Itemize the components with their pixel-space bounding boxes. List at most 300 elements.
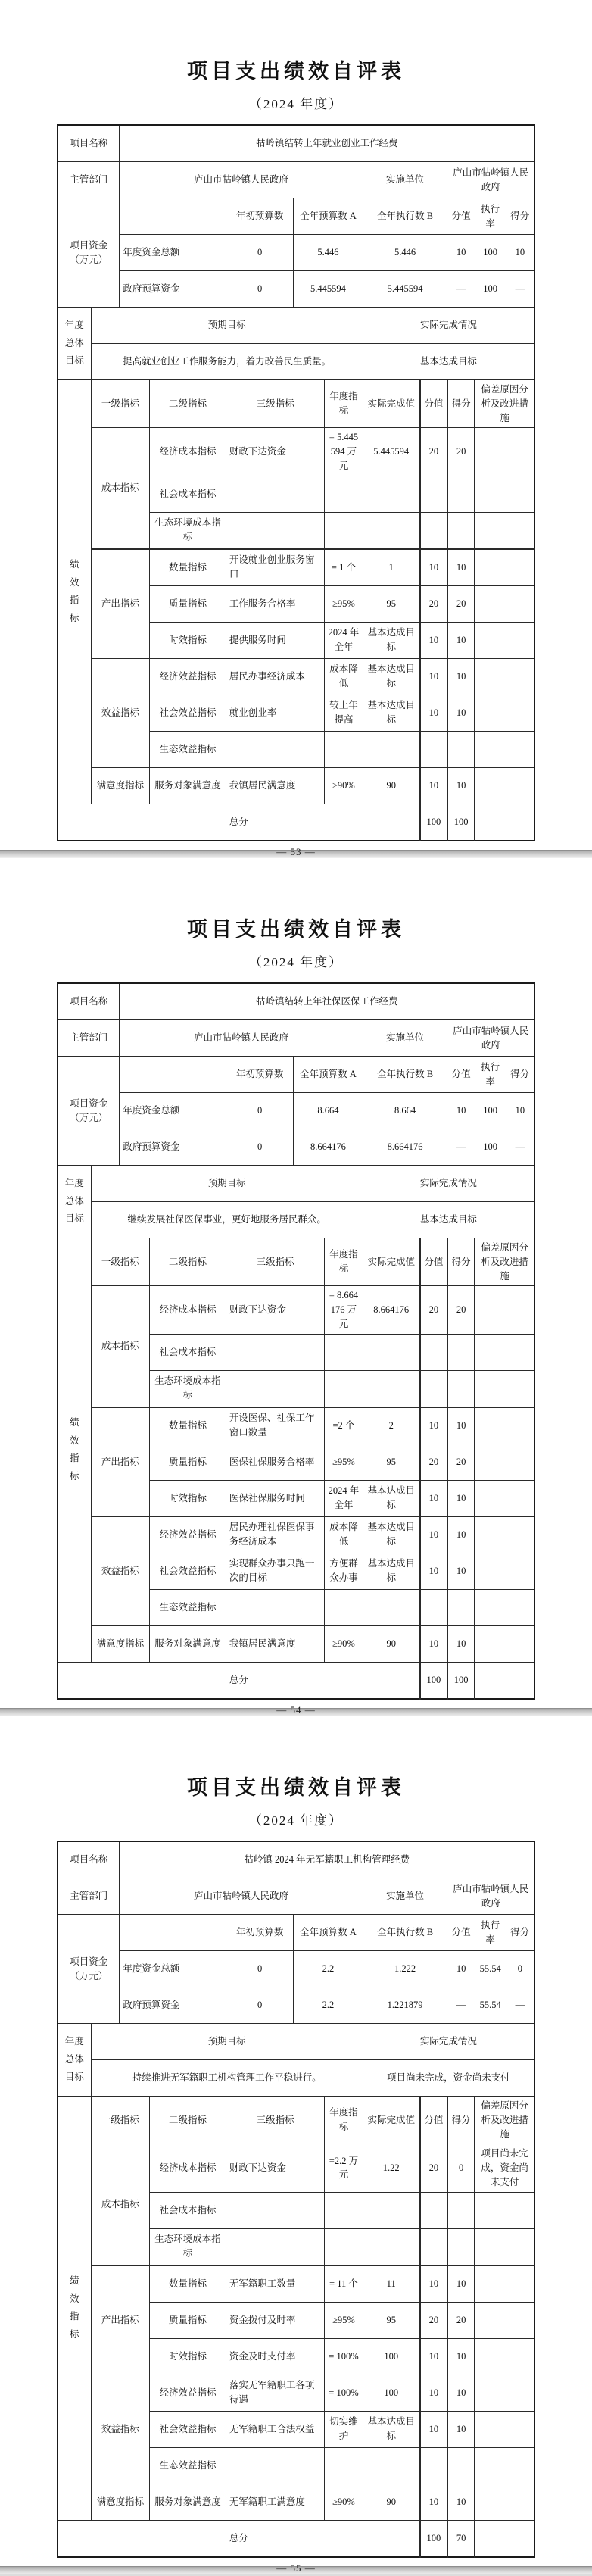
funding-value: 10 <box>506 235 534 271</box>
indicator-col-header-annual-target: 年度指标 <box>325 380 363 428</box>
funding-value: — <box>506 271 534 308</box>
implementing-unit-value: 庐山市牯岭镇人民政府 <box>447 1020 534 1057</box>
level3-cell: 就业创业率 <box>226 695 324 731</box>
points-cell: 10 <box>420 695 447 731</box>
overall-goal-header-row <box>58 308 534 344</box>
level2-cell: 数量指标 <box>150 1407 226 1444</box>
funding-value: — <box>506 1129 534 1166</box>
level3-cell <box>226 1334 324 1370</box>
funding-value: 0 <box>226 1129 293 1166</box>
level3-cell <box>226 731 324 767</box>
funding-col-header-points: 分值 <box>447 1057 475 1093</box>
points-cell: 10 <box>420 2484 447 2520</box>
points-cell: 20 <box>420 2302 447 2338</box>
funding-value: 1.222 <box>363 1951 447 1987</box>
funding-value: 100 <box>475 1093 506 1129</box>
funding-header-row <box>58 198 534 235</box>
level2-cell: 生态环境成本指标 <box>150 2228 226 2265</box>
actual-cell <box>363 512 420 549</box>
target-cell <box>325 512 363 549</box>
funding-col-header-points: 分值 <box>447 1915 475 1951</box>
level2-cell: 质量指标 <box>150 585 226 622</box>
funding-value: 5.446 <box>294 235 363 271</box>
actual-cell <box>363 2192 420 2228</box>
level3-cell <box>226 512 324 549</box>
annual-overall-goal-label-text: 年度总体目标 <box>64 2035 84 2083</box>
target-cell: 切实维护 <box>325 2411 363 2447</box>
total-points-value: 100 <box>420 2520 447 2557</box>
funding-row-annual-total <box>58 1951 534 1987</box>
actual-cell: 5.445594 <box>363 428 420 476</box>
page-number: — 54 — <box>276 1703 316 1716</box>
level2-cell: 服务对象满意度 <box>150 1625 226 1662</box>
actual-cell: 基本达成目标 <box>363 622 420 658</box>
level3-cell: 居民办事经济成本 <box>226 658 324 695</box>
performance-indicators-label <box>58 1238 91 1663</box>
level2-cell: 生态效益指标 <box>150 2447 226 2484</box>
funding-value: — <box>506 1987 534 2024</box>
indicator-header-row <box>58 380 534 428</box>
target-cell: 2024 年全年 <box>325 622 363 658</box>
funding-value: 10 <box>506 1093 534 1129</box>
target-cell: =2.2 万元 <box>325 2144 363 2192</box>
score-cell: 10 <box>447 2375 475 2411</box>
target-cell: ≥95% <box>325 2302 363 2338</box>
points-cell <box>420 2192 447 2228</box>
points-cell <box>420 512 447 549</box>
points-cell: 10 <box>420 2265 447 2303</box>
actual-cell: 95 <box>363 1444 420 1480</box>
funding-value: 55.54 <box>475 1951 506 1987</box>
indicator-col-header-deviation: 偏差原因分析及改进措施 <box>475 380 534 428</box>
points-cell: 20 <box>420 2144 447 2192</box>
funding-value: 2.2 <box>294 1987 363 2024</box>
total-score-row <box>58 2520 534 2557</box>
points-cell: 10 <box>420 622 447 658</box>
indicator-row-benefit-economic <box>58 658 534 695</box>
deviation-cell <box>475 695 534 731</box>
score-cell <box>447 731 475 767</box>
level3-cell <box>226 2192 324 2228</box>
points-cell: 10 <box>420 549 447 586</box>
target-cell: = 8.664176 万元 <box>325 1286 363 1334</box>
indicator-col-header-points: 分值 <box>420 380 447 428</box>
score-cell <box>447 512 475 549</box>
target-cell: = 1 个 <box>325 549 363 586</box>
actual-completion-label: 实际完成情况 <box>363 2024 534 2060</box>
level3-cell: 无军籍职工数量 <box>226 2265 324 2303</box>
report-page <box>0 1716 592 2574</box>
department-value: 庐山市牯岭镇人民政府 <box>120 1878 363 1915</box>
level2-cell: 社会成本指标 <box>150 2192 226 2228</box>
points-cell: 20 <box>420 1286 447 1334</box>
expected-goal-value: 提高就业创业工作服务能力，着力改善民生质量。 <box>91 344 363 380</box>
score-cell: 20 <box>447 585 475 622</box>
project-name-value: 牯岭镇结转上年就业创业工作经费 <box>120 125 534 162</box>
indicator-col-header-level3: 三级指标 <box>226 1238 324 1286</box>
target-cell <box>325 476 363 512</box>
actual-cell <box>363 2228 420 2265</box>
score-cell: 20 <box>447 428 475 476</box>
points-cell: 20 <box>420 585 447 622</box>
deviation-cell <box>475 549 534 586</box>
funding-value: 10 <box>447 1951 475 1987</box>
deviation-cell <box>475 767 534 804</box>
funding-col-header-execution-rate: 执行率 <box>475 1915 506 1951</box>
level2-cell: 经济成本指标 <box>150 2144 226 2192</box>
actual-cell: 90 <box>363 2484 420 2520</box>
deviation-cell <box>475 1589 534 1625</box>
department-row <box>58 162 534 198</box>
deviation-cell <box>475 1553 534 1589</box>
level1-satisfaction-label: 满意度指标 <box>91 2484 149 2520</box>
implementing-unit-value: 庐山市牯岭镇人民政府 <box>447 162 534 198</box>
score-cell: 10 <box>447 2265 475 2303</box>
level3-cell: 开设医保、社保工作窗口数量 <box>226 1407 324 1444</box>
funding-value: 8.664176 <box>363 1129 447 1166</box>
indicator-row-benefit-economic <box>58 2375 534 2411</box>
indicator-col-header-score: 得分 <box>447 380 475 428</box>
actual-cell: 95 <box>363 2302 420 2338</box>
level3-cell: 我镇居民满意度 <box>226 767 324 804</box>
funding-value: 0 <box>226 1093 293 1129</box>
actual-cell <box>363 1589 420 1625</box>
funding-row-government-budget <box>58 1129 534 1166</box>
actual-cell: 8.664176 <box>363 1286 420 1334</box>
project-funding-label: 项目资金（万元） <box>58 1915 120 2024</box>
funding-value: 0 <box>226 271 293 308</box>
funding-blank-cell <box>120 1915 226 1951</box>
level3-cell <box>226 476 324 512</box>
deviation-cell <box>475 428 534 476</box>
funding-row-name: 政府预算资金 <box>120 271 226 308</box>
target-cell: 成本降低 <box>325 658 363 695</box>
deviation-cell <box>475 2484 534 2520</box>
funding-col-header-score: 得分 <box>506 198 534 235</box>
indicator-col-header-score: 得分 <box>447 1238 475 1286</box>
indicator-row-cost-economic <box>58 428 534 476</box>
score-cell: 10 <box>447 1625 475 1662</box>
score-cell: 10 <box>447 767 475 804</box>
deviation-cell <box>475 1625 534 1662</box>
total-deviation-blank <box>475 2520 534 2557</box>
total-score-label: 总分 <box>58 804 420 841</box>
deviation-cell <box>475 2192 534 2228</box>
level3-cell: 工作服务合格率 <box>226 585 324 622</box>
score-cell: 10 <box>447 549 475 586</box>
level1-cost-label: 成本指标 <box>91 428 149 549</box>
funding-row-government-budget <box>58 1987 534 2024</box>
level3-cell: 医保社保服务时间 <box>226 1480 324 1516</box>
funding-row-name: 政府预算资金 <box>120 1129 226 1166</box>
annual-overall-goal-label <box>58 1166 91 1238</box>
level2-cell: 质量指标 <box>150 2302 226 2338</box>
level3-cell: 无军籍职工满意度 <box>226 2484 324 2520</box>
actual-cell: 100 <box>363 2375 420 2411</box>
self-evaluation-table <box>57 1841 535 2558</box>
funding-row-name: 政府预算资金 <box>120 1987 226 2024</box>
report-page <box>0 0 592 857</box>
funding-value: 0 <box>506 1951 534 1987</box>
deviation-cell <box>475 1516 534 1553</box>
level2-cell: 社会成本指标 <box>150 476 226 512</box>
overall-goal-header-row <box>58 2024 534 2060</box>
target-cell <box>325 1589 363 1625</box>
actual-cell: 基本达成目标 <box>363 1480 420 1516</box>
level2-cell: 服务对象满意度 <box>150 767 226 804</box>
deviation-cell <box>475 2411 534 2447</box>
actual-cell <box>363 1334 420 1370</box>
funding-blank-cell <box>120 1057 226 1093</box>
target-cell: 较上年提高 <box>325 695 363 731</box>
level3-cell: 提供服务时间 <box>226 622 324 658</box>
funding-value: 0 <box>226 1987 293 2024</box>
actual-cell <box>363 1370 420 1407</box>
score-cell <box>447 2192 475 2228</box>
indicator-col-header-deviation: 偏差原因分析及改进措施 <box>475 2097 534 2144</box>
total-deviation-blank <box>475 804 534 841</box>
score-cell <box>447 1370 475 1407</box>
points-cell <box>420 731 447 767</box>
deviation-cell <box>475 2265 534 2303</box>
score-cell: 10 <box>447 2338 475 2375</box>
score-cell: 20 <box>447 1444 475 1480</box>
funding-value: 100 <box>475 235 506 271</box>
expected-goal-label: 预期目标 <box>91 308 363 344</box>
level3-cell: 财政下达资金 <box>226 428 324 476</box>
funding-row-annual-total <box>58 235 534 271</box>
level2-cell: 生态效益指标 <box>150 1589 226 1625</box>
funding-col-header-annual-budget: 全年预算数 A <box>294 1915 363 1951</box>
level2-cell: 社会效益指标 <box>150 1553 226 1589</box>
department-label: 主管部门 <box>58 162 120 198</box>
level2-cell: 社会成本指标 <box>150 1334 226 1370</box>
report-year-subtitle: （2024 年度） <box>248 1813 344 1828</box>
score-cell <box>447 1334 475 1370</box>
actual-cell <box>363 2447 420 2484</box>
expected-goal-label: 预期目标 <box>91 2024 363 2060</box>
points-cell: 10 <box>420 2411 447 2447</box>
indicator-header-row <box>58 1238 534 1286</box>
level3-cell: 我镇居民满意度 <box>226 1625 324 1662</box>
indicator-col-header-deviation: 偏差原因分析及改进措施 <box>475 1238 534 1286</box>
score-cell: 10 <box>447 695 475 731</box>
score-cell: 10 <box>447 1480 475 1516</box>
level2-cell: 质量指标 <box>150 1444 226 1480</box>
page-number: — 55 — <box>276 2562 316 2574</box>
level3-cell: 居民办理社保医保事务经济成本 <box>226 1516 324 1553</box>
funding-row-government-budget <box>58 271 534 308</box>
report-title: 项目支出绩效自评表 <box>187 1776 405 1799</box>
funding-value: 5.445594 <box>363 271 447 308</box>
annual-overall-goal-label-text: 年度总体目标 <box>64 319 84 367</box>
funding-value: 5.445594 <box>294 271 363 308</box>
target-cell <box>325 1370 363 1407</box>
level3-cell: 开设就业创业服务窗口 <box>226 549 324 586</box>
target-cell <box>325 2447 363 2484</box>
total-points-value: 100 <box>420 804 447 841</box>
level2-cell: 生态环境成本指标 <box>150 1370 226 1407</box>
indicator-row-satisfaction <box>58 767 534 804</box>
performance-indicators-label <box>58 380 91 804</box>
implementing-unit-label: 实施单位 <box>363 1020 447 1057</box>
points-cell: 10 <box>420 1480 447 1516</box>
deviation-cell <box>475 2228 534 2265</box>
level3-cell <box>226 1589 324 1625</box>
score-cell: 10 <box>447 1516 475 1553</box>
indicator-col-header-actual: 实际完成值 <box>363 1238 420 1286</box>
points-cell <box>420 2228 447 2265</box>
expected-goal-value: 持续推进无军籍职工机构管理工作平稳进行。 <box>91 2060 363 2097</box>
score-cell: 10 <box>447 658 475 695</box>
overall-goal-value-row <box>58 344 534 380</box>
self-evaluation-table <box>57 124 535 841</box>
indicator-col-header-points: 分值 <box>420 1238 447 1286</box>
actual-cell: 1.22 <box>363 2144 420 2192</box>
funding-col-header-initial-budget: 年初预算数 <box>226 1915 293 1951</box>
points-cell: 20 <box>420 428 447 476</box>
score-cell: 10 <box>447 1407 475 1444</box>
performance-indicators-label-text: 绩效指标 <box>70 558 79 623</box>
indicator-row-satisfaction <box>58 1625 534 1662</box>
actual-cell: 1 <box>363 549 420 586</box>
level2-cell: 生态环境成本指标 <box>150 512 226 549</box>
target-cell: ≥95% <box>325 1444 363 1480</box>
score-cell <box>447 476 475 512</box>
project-name-row <box>58 1841 534 1878</box>
deviation-cell <box>475 1444 534 1480</box>
annual-overall-goal-label <box>58 2024 91 2097</box>
deviation-cell <box>475 1480 534 1516</box>
funding-value: 55.54 <box>475 1987 506 2024</box>
points-cell: 10 <box>420 1407 447 1444</box>
level3-cell: 实现群众办事只跑一次的目标 <box>226 1553 324 1589</box>
actual-cell: 基本达成目标 <box>363 695 420 731</box>
indicator-col-header-actual: 实际完成值 <box>363 2097 420 2144</box>
points-cell: 10 <box>420 1625 447 1662</box>
funding-col-header-initial-budget: 年初预算数 <box>226 198 293 235</box>
report-title: 项目支出绩效自评表 <box>187 918 405 941</box>
report-year-subtitle: （2024 年度） <box>248 955 344 970</box>
actual-cell: 2 <box>363 1407 420 1444</box>
target-cell <box>325 731 363 767</box>
deviation-cell <box>475 658 534 695</box>
level3-cell <box>226 2447 324 2484</box>
funding-value: 100 <box>475 1129 506 1166</box>
total-score-value: 100 <box>447 1662 475 1699</box>
target-cell <box>325 2228 363 2265</box>
funding-value: 10 <box>447 1093 475 1129</box>
actual-completion-value: 基本达成目标 <box>363 1202 534 1238</box>
funding-value: 10 <box>447 235 475 271</box>
deviation-cell <box>475 585 534 622</box>
level2-cell: 数量指标 <box>150 2265 226 2303</box>
project-name-value: 牯岭镇结转上年社保医保工作经费 <box>120 983 534 1020</box>
total-score-value: 100 <box>447 804 475 841</box>
indicator-row-cost-economic <box>58 1286 534 1334</box>
level1-cost-label: 成本指标 <box>91 1286 149 1407</box>
level1-output-label: 产出指标 <box>91 1407 149 1517</box>
funding-value: 8.664 <box>363 1093 447 1129</box>
funding-value: — <box>447 271 475 308</box>
funding-row-name: 年度资金总额 <box>120 1951 226 1987</box>
project-name-row <box>58 983 534 1020</box>
target-cell <box>325 1334 363 1370</box>
score-cell <box>447 2447 475 2484</box>
target-cell: 成本降低 <box>325 1516 363 1553</box>
target-cell: 2024 年全年 <box>325 1480 363 1516</box>
level2-cell: 时效指标 <box>150 2338 226 2375</box>
indicator-col-header-actual: 实际完成值 <box>363 380 420 428</box>
implementing-unit-label: 实施单位 <box>363 162 447 198</box>
funding-blank-cell <box>120 198 226 235</box>
actual-cell: 基本达成目标 <box>363 658 420 695</box>
project-name-value: 牯岭镇 2024 年无军籍职工机构管理经费 <box>120 1841 534 1878</box>
deviation-cell <box>475 1286 534 1334</box>
points-cell <box>420 1370 447 1407</box>
score-cell: 20 <box>447 2302 475 2338</box>
deviation-cell <box>475 2447 534 2484</box>
actual-cell <box>363 731 420 767</box>
actual-completion-label: 实际完成情况 <box>363 308 534 344</box>
level3-cell: 无军籍职工合法权益 <box>226 2411 324 2447</box>
funding-header-row <box>58 1057 534 1093</box>
deviation-cell <box>475 1370 534 1407</box>
level2-cell: 时效指标 <box>150 1480 226 1516</box>
total-score-label: 总分 <box>58 1662 420 1699</box>
annual-overall-goal-label <box>58 308 91 380</box>
department-row <box>58 1878 534 1915</box>
indicator-header-row <box>58 2097 534 2144</box>
actual-cell: 90 <box>363 1625 420 1662</box>
actual-cell: 基本达成目标 <box>363 1553 420 1589</box>
project-name-label: 项目名称 <box>58 1841 120 1878</box>
level1-benefit-label: 效益指标 <box>91 658 149 767</box>
level3-cell <box>226 2228 324 2265</box>
project-name-label: 项目名称 <box>58 125 120 162</box>
expected-goal-label: 预期目标 <box>91 1166 363 1202</box>
actual-completion-value: 项目尚未完成，资金尚未支付 <box>363 2060 534 2097</box>
level1-satisfaction-label: 满意度指标 <box>91 1625 149 1662</box>
funding-col-header-execution-rate: 执行率 <box>475 1057 506 1093</box>
total-score-value: 70 <box>447 2520 475 2557</box>
target-cell: ≥95% <box>325 585 363 622</box>
points-cell <box>420 1334 447 1370</box>
points-cell <box>420 2447 447 2484</box>
funding-value: 5.446 <box>363 235 447 271</box>
department-row <box>58 1020 534 1057</box>
self-evaluation-table <box>57 982 535 1700</box>
implementing-unit-label: 实施单位 <box>363 1878 447 1915</box>
overall-goal-header-row <box>58 1166 534 1202</box>
total-deviation-blank <box>475 1662 534 1699</box>
indicator-col-header-annual-target: 年度指标 <box>325 2097 363 2144</box>
level2-cell: 社会效益指标 <box>150 695 226 731</box>
level3-cell: 医保社保服务合格率 <box>226 1444 324 1480</box>
total-score-row <box>58 804 534 841</box>
project-name-label: 项目名称 <box>58 983 120 1020</box>
level1-benefit-label: 效益指标 <box>91 2375 149 2484</box>
department-value: 庐山市牯岭镇人民政府 <box>120 162 363 198</box>
level2-cell: 经济成本指标 <box>150 1286 226 1334</box>
level2-cell: 社会效益指标 <box>150 2411 226 2447</box>
page-number: — 53 — <box>276 845 316 857</box>
funding-value: 8.664176 <box>294 1129 363 1166</box>
target-cell: ≥90% <box>325 2484 363 2520</box>
funding-col-header-annual-execution: 全年执行数 B <box>363 1057 447 1093</box>
score-cell: 10 <box>447 2411 475 2447</box>
project-name-row <box>58 125 534 162</box>
